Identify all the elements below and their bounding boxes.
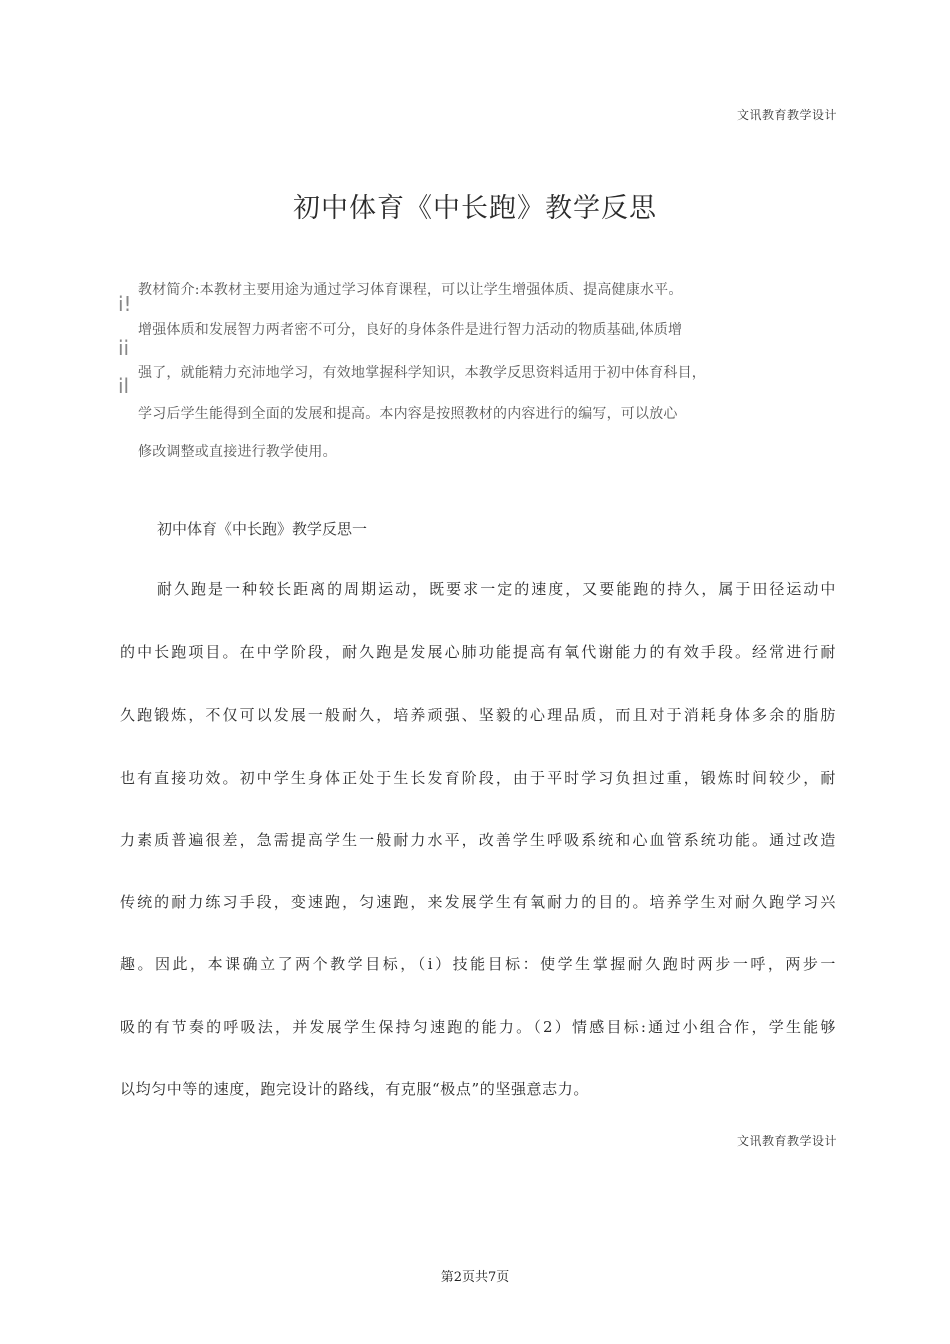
margin-marker: i! — [118, 292, 132, 316]
section-heading: 初中体育《中长跑》教学反思一 — [157, 520, 368, 538]
intro-line: 强了，就能精力充沛地学习，有效地掌握科学知识，本教学反思资料适用于初中体育科目， — [138, 365, 706, 381]
document-title: 初中体育《中长跑》教学反思 — [293, 193, 657, 224]
margin-marker: ii — [118, 336, 130, 360]
intro-line: 修改调整或直接进行教学使用。 — [138, 444, 337, 460]
body-line: 久跑锻炼，不仅可以发展一般耐久，培养顽强、坚毅的心理品质，而且对于消耗身体多余的脂肪 — [120, 706, 836, 724]
body-line: 力素质普遍很差，急需提高学生一般耐力水平，改善学生呼吸系统和心血管系统功能。通过改造 — [120, 831, 836, 849]
page-footer: 文讯教育教学设计 — [736, 1134, 837, 1148]
body-line: 也有直接功效。初中学生身体正处于生长发育阶段，由于平时学习负担过重，锻炼时间较少，耐 — [120, 769, 836, 787]
intro-line: 教材简介:本教材主要用途为通过学习体育课程，可以让学生增强体质、提高健康水平。 — [138, 282, 683, 298]
body-line: 吸的有节奏的呼吸法，并发展学生保持匀速跑的能力。（2）情感目标:通过小组合作，学生能够 — [120, 1018, 836, 1036]
page-header: 文讯教育教学设计 — [736, 108, 837, 122]
intro-line: 学习后学生能得到全面的发展和提高。本内容是按照教材的内容进行的编写，可以放心 — [138, 406, 678, 422]
margin-marker: il — [118, 374, 130, 398]
body-line: 以均匀中等的速度，跑完设计的路线，有克服“极点”的坚强意志力。 — [120, 1080, 589, 1098]
body-line: 趣。因此，本课确立了两个教学目标，（i）技能目标：使学生掌握耐久跑时两步一呼，两步一 — [120, 955, 836, 973]
intro-line: 增强体质和发展智力两者密不可分，良好的身体条件是进行智力活动的物质基础,体质增 — [138, 322, 683, 338]
body-line: 的中长跑项目。在中学阶段，耐久跑是发展心肺功能提高有氧代谢能力的有效手段。经常进行耐 — [120, 643, 836, 661]
body-line: 耐久跑是一种较长距离的周期运动，既要求一定的速度，又要能跑的持久，属于田径运动中 — [157, 580, 836, 598]
page-number: 第2页共7页 — [440, 1270, 510, 1285]
body-line: 传统的耐力练习手段，变速跑，匀速跑，来发展学生有氧耐力的目的。培养学生对耐久跑学习兴 — [120, 893, 836, 911]
